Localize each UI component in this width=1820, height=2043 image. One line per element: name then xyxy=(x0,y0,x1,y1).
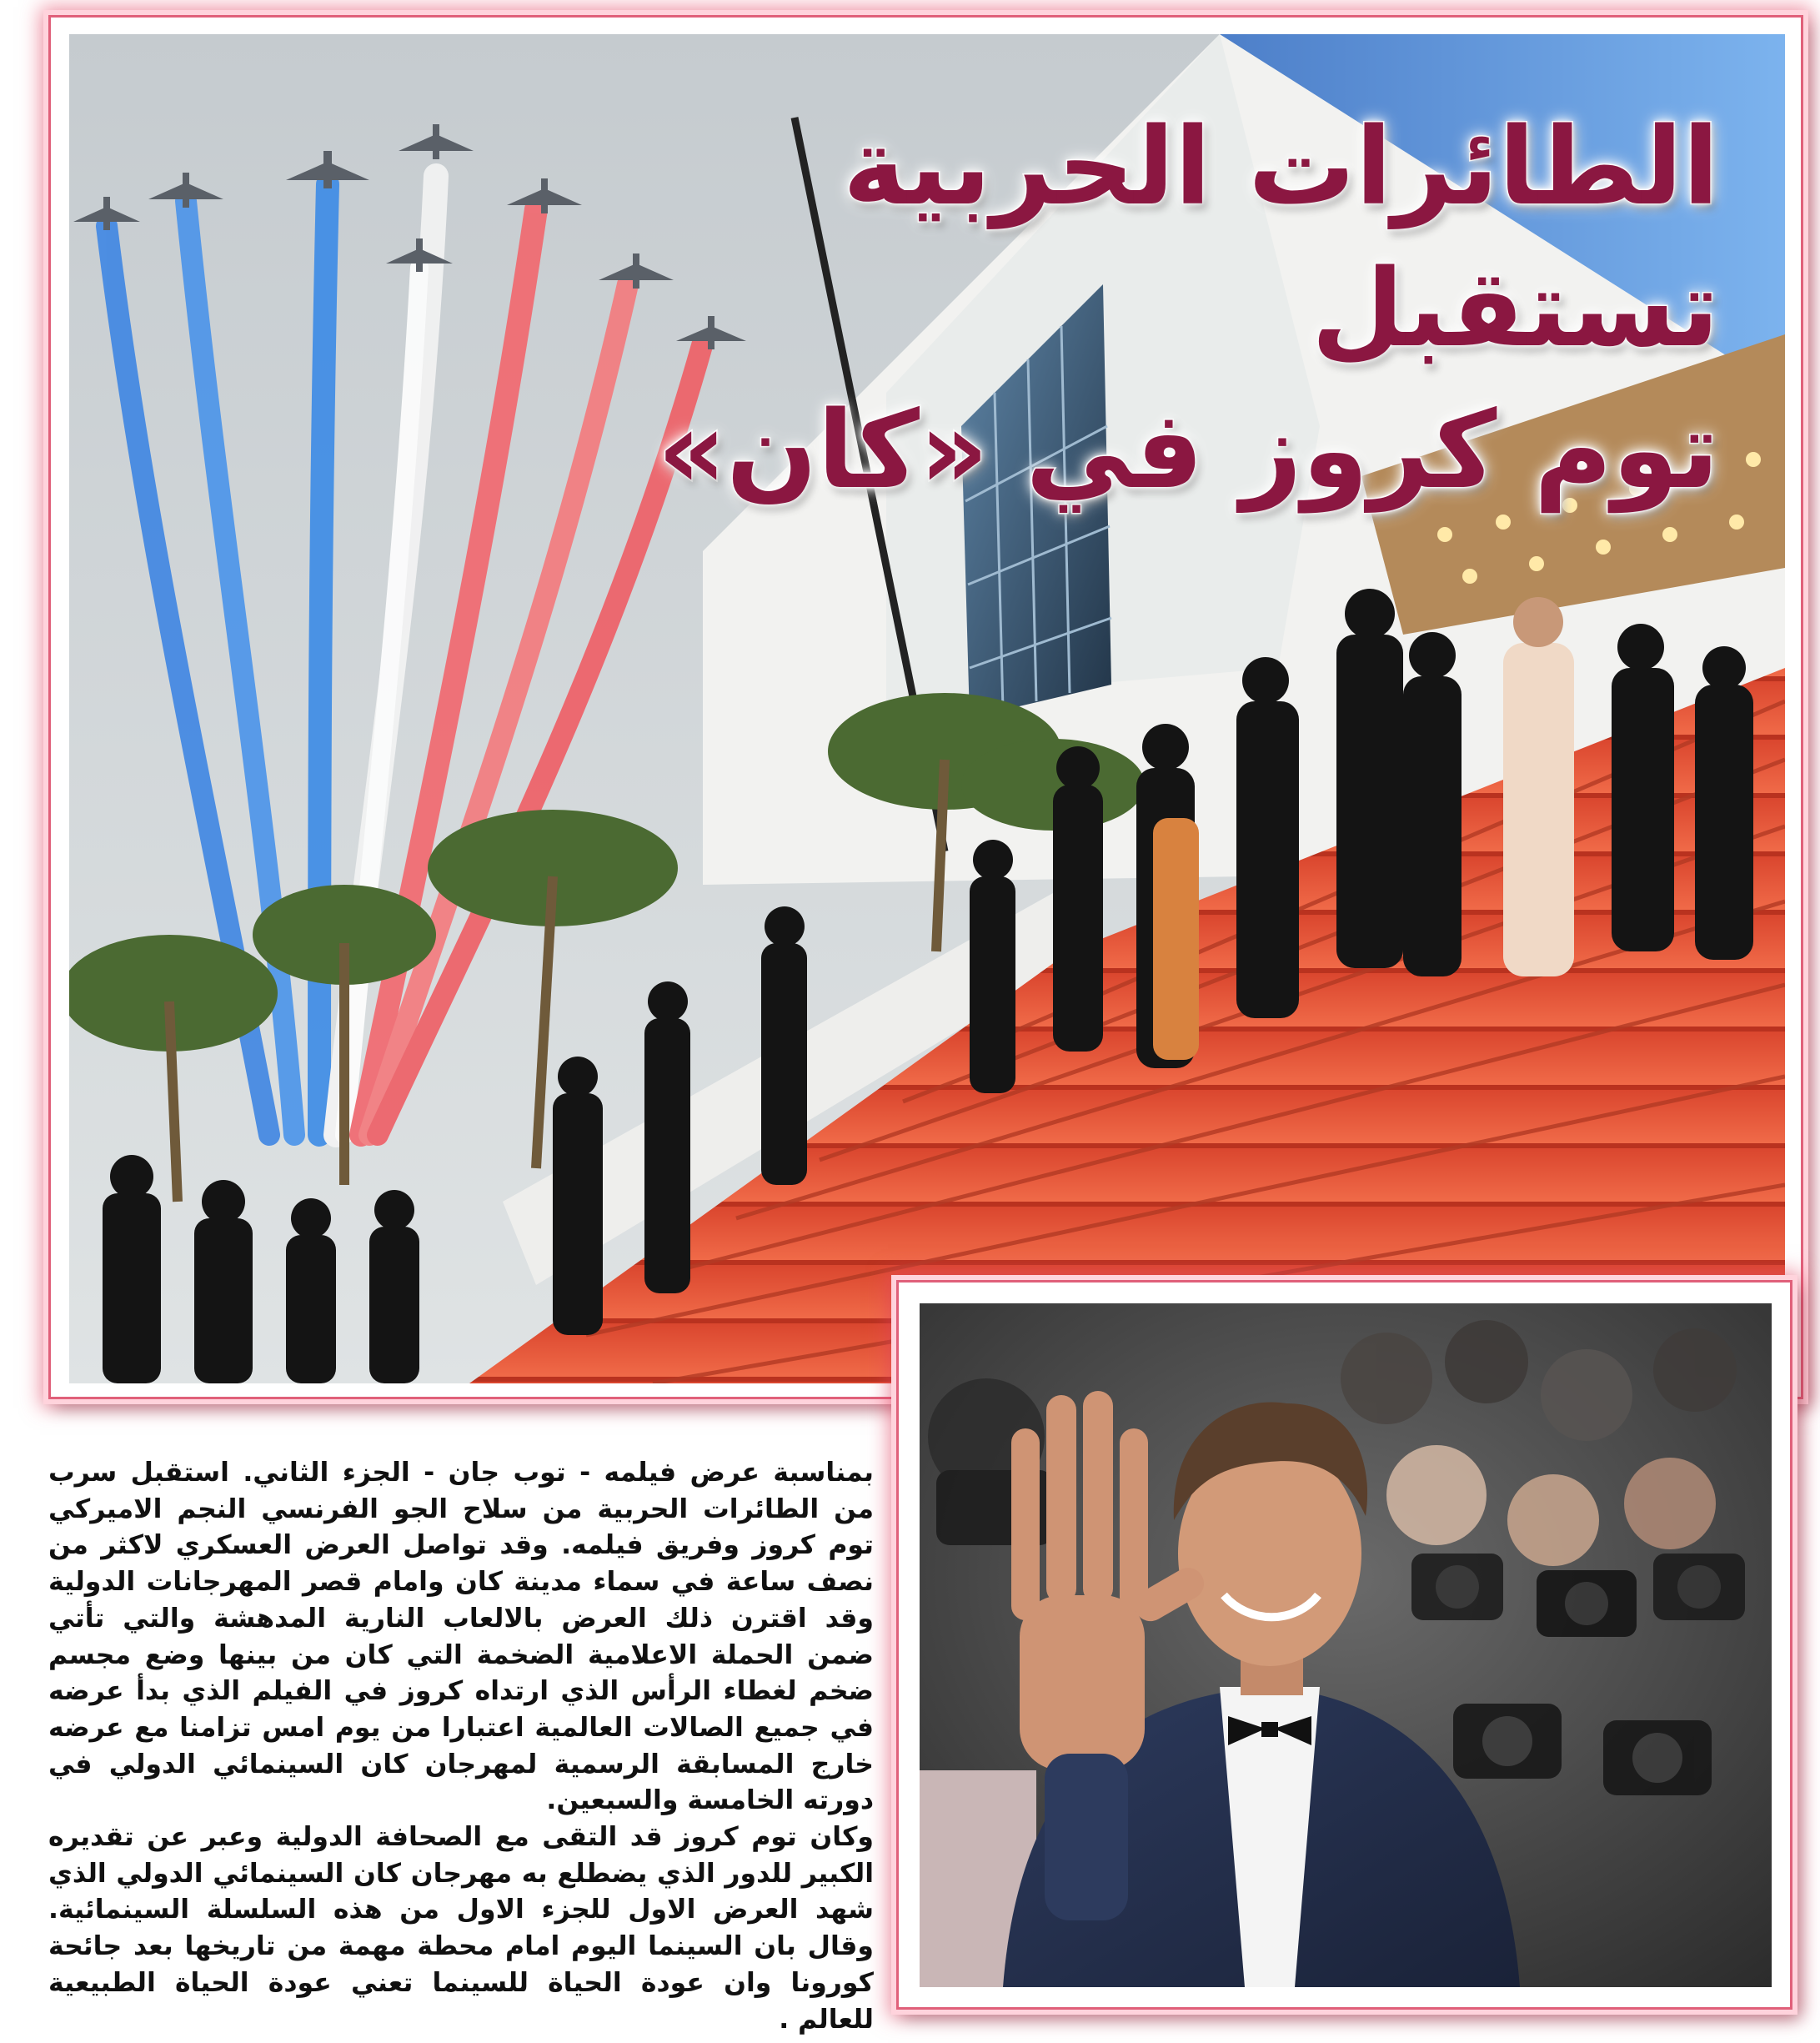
headline xyxy=(469,97,1719,522)
portrait-illustration xyxy=(920,1303,1772,1987)
article-body xyxy=(48,1455,874,2038)
main-photo-frame xyxy=(48,15,1803,1399)
orange-suit-figure xyxy=(1153,818,1199,1060)
cream-suit-figure xyxy=(1503,643,1574,976)
headline-line-1: الطائرات الحربية تستقبل xyxy=(842,105,1719,371)
tom-cruise-waving-photo xyxy=(920,1303,1772,1987)
article-paragraph-1: بمناسبة عرض فيلمه - توب جان - الجزء الثاني. استقبل سرب من الطائرات الحربية من سلاح الجو الفرنسي النجم الاميركي توم كروز وفريق فيلمه. وقد تواصل العرض العسكري لاكثر من نصف ساعة في سماء مدينة كان وامام قصر المهرجانات الدولية وقد اقترن ذلك العرض بالالعاب النارية المدهشة والتي تأتي ضمن الحملة الاعلامية الضخمة التي كان من بينها وضع مجسم ضخم لغطاء الرأس الذي ارتداه كروز في الفيلم الذي بدأ عرضه في جميع الصالات العالمية اعتبارا من يوم امس تزامنا مع عرضه خارج المسابقة الرسمية لمهرجان كان السينمائي الدولي في دورته الخامسة والسبعين. xyxy=(48,1458,874,1816)
article-paragraph-2: وكان توم كروز قد التقى مع الصحافة الدولية وعبر عن تقديره الكبير للدور الذي يضطلع به مهرجان كان السينمائي الدولي الذي شهد العرض الاول للجزء الاول من هذه السلسلة السينمائية. وقال بان السينما اليوم امام محطة مهمة من تاريخها بعد جائحة كورونا وان عودة الحياة للسينما تعني عودة الحياة الطبيعية للعالم . xyxy=(48,1822,874,2035)
inset-photo-frame xyxy=(896,1280,1792,2010)
smoke-trail-blue xyxy=(319,184,328,1135)
headline-line-2: توم كروز في «كان» xyxy=(657,389,1719,513)
